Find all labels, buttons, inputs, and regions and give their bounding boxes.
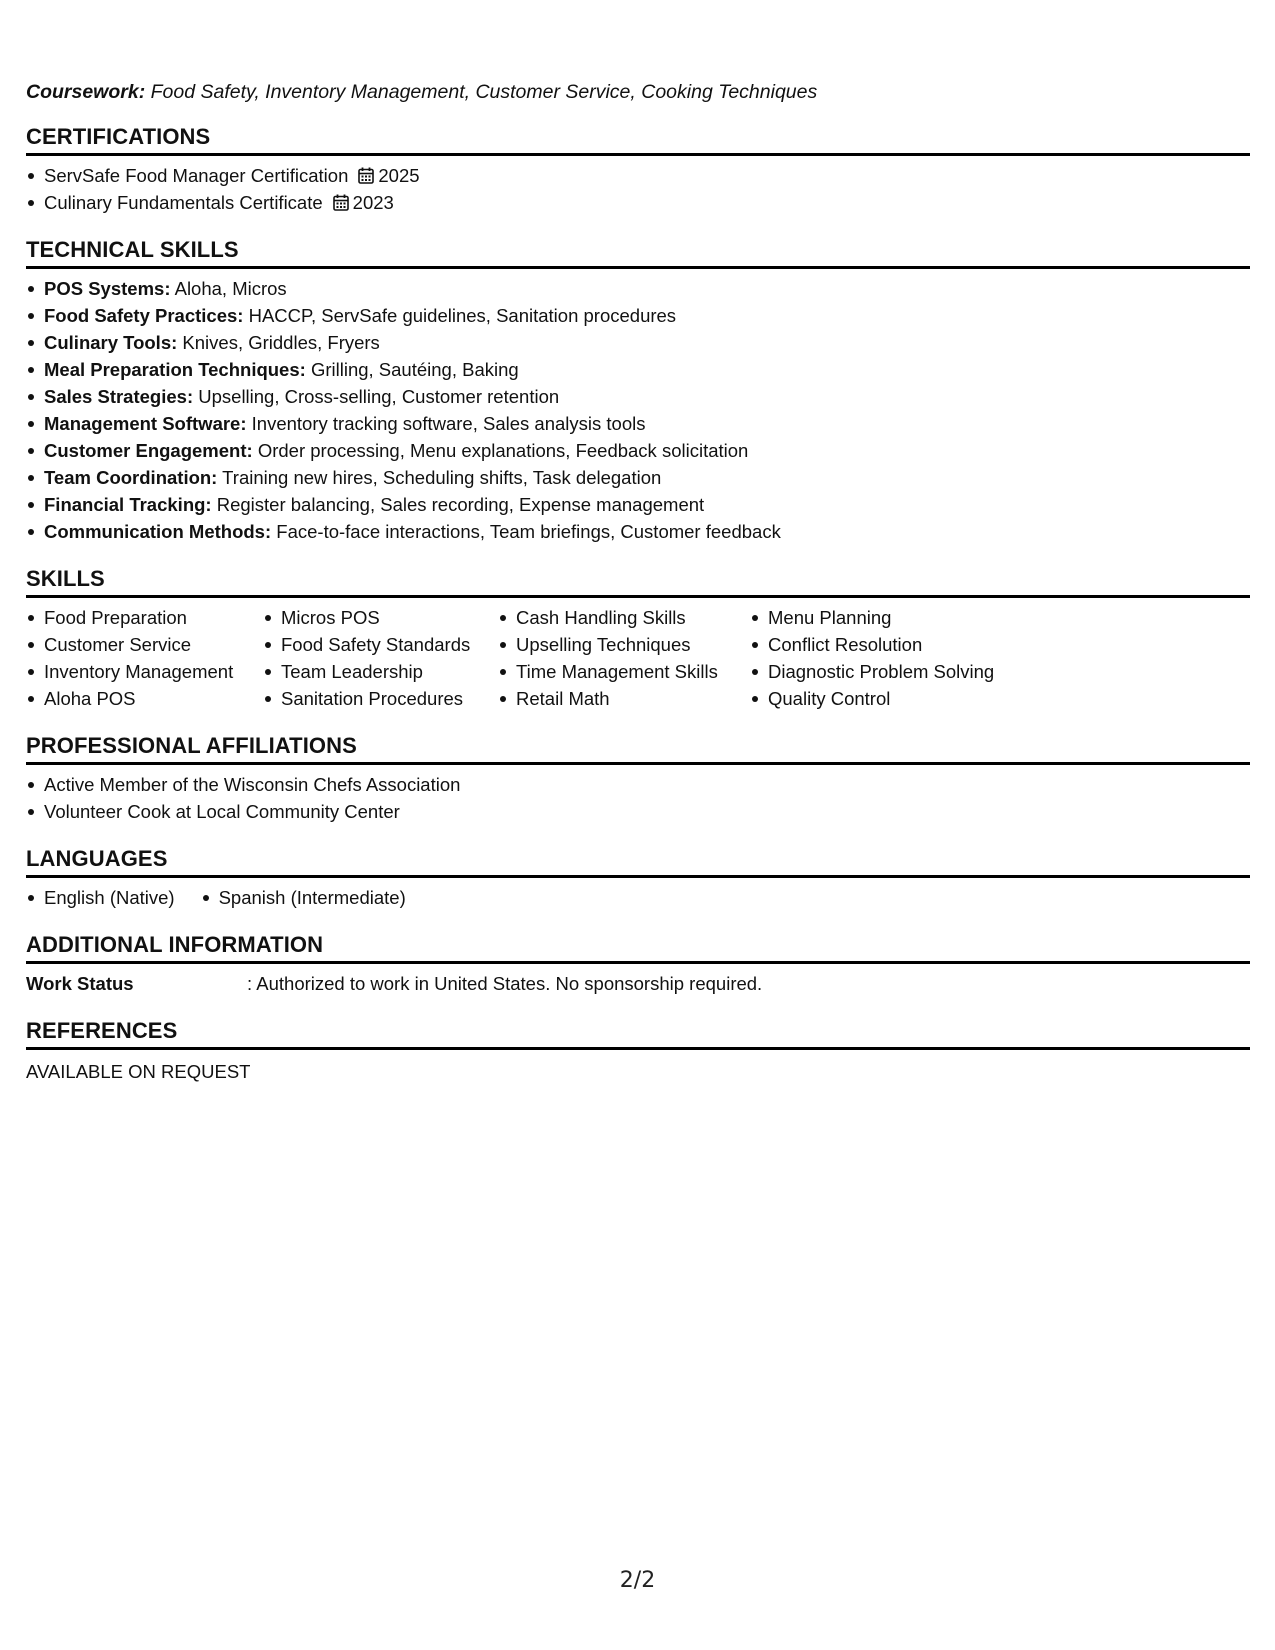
skill-text: Grilling, Sautéing, Baking — [310, 359, 519, 380]
skill-text: Register balancing, Sales recording, Expense management — [216, 494, 705, 515]
list-item: Sanitation Procedures — [263, 685, 498, 712]
certification-year: 2023 — [352, 192, 394, 213]
list-item: Spanish (Intermediate) — [201, 884, 406, 911]
work-status-value: : Authorized to work in United States. No sponsorship required. — [247, 973, 763, 994]
skills-column — [498, 604, 750, 712]
list-item: Cash Handling Skills — [498, 604, 750, 631]
skill-label: Team Coordination: — [44, 467, 218, 488]
list-item: Micros POS — [263, 604, 498, 631]
list-item — [26, 410, 1250, 437]
skill-text: HACCP, ServSafe guidelines, Sanitation procedures — [248, 305, 677, 326]
list-item: Conflict Resolution — [750, 631, 1010, 658]
references-text: AVAILABLE ON REQUEST — [26, 1061, 251, 1082]
skill-label: Food Safety Practices: — [44, 305, 244, 326]
list-item — [26, 518, 1250, 545]
languages-list — [26, 884, 1250, 911]
skill-text: Upselling, Cross-selling, Customer retention — [198, 386, 560, 407]
list-item — [26, 162, 1250, 189]
list-item: Customer Service — [26, 631, 263, 658]
list-item — [26, 464, 1250, 491]
skill-label: POS Systems: — [44, 278, 171, 299]
skill-text: Order processing, Menu explanations, Feedback solicitation — [257, 440, 749, 461]
list-item — [26, 437, 1250, 464]
calendar-icon — [358, 164, 374, 181]
coursework-label: Coursework: — [26, 81, 146, 103]
certifications-list — [26, 162, 1250, 216]
skill-label: Communication Methods: — [44, 521, 272, 542]
skills-column — [26, 604, 263, 712]
additional-info-heading: ADDITIONAL INFORMATION — [26, 931, 1250, 964]
list-item: English (Native) — [26, 884, 175, 911]
list-item: Food Safety Standards — [263, 631, 498, 658]
work-status-label: Work Status — [26, 973, 134, 994]
language-item-wrap — [26, 884, 175, 911]
skill-label: Financial Tracking: — [44, 494, 212, 515]
skill-text: Training new hires, Scheduling shifts, Task delegation — [222, 467, 662, 488]
list-item — [26, 356, 1250, 383]
skills-heading: SKILLS — [26, 565, 1250, 598]
skills-column — [750, 604, 1010, 712]
list-item — [26, 329, 1250, 356]
list-item: Diagnostic Problem Solving — [750, 658, 1010, 685]
list-item — [26, 275, 1250, 302]
list-item: Volunteer Cook at Local Community Center — [26, 798, 1250, 825]
list-item — [26, 383, 1250, 410]
list-item: Quality Control — [750, 685, 1010, 712]
list-item: Inventory Management — [26, 658, 263, 685]
calendar-icon — [333, 191, 349, 208]
list-item: Retail Math — [498, 685, 750, 712]
skill-text: Knives, Griddles, Fryers — [182, 332, 380, 353]
references-heading: REFERENCES — [26, 1017, 1250, 1050]
affiliations-list — [26, 771, 1250, 825]
certification-name: ServSafe Food Manager Certification — [44, 165, 349, 186]
list-item: Team Leadership — [263, 658, 498, 685]
language-item-wrap — [201, 884, 406, 911]
skill-label: Customer Engagement: — [44, 440, 253, 461]
certification-name: Culinary Fundamentals Certificate — [44, 192, 323, 213]
list-item — [26, 189, 1250, 216]
skills-grid — [26, 604, 1250, 712]
list-item: Food Preparation — [26, 604, 263, 631]
list-item: Upselling Techniques — [498, 631, 750, 658]
coursework-text: Food Safety, Inventory Management, Customer Service, Cooking Techniques — [150, 81, 818, 103]
skill-label: Sales Strategies: — [44, 386, 194, 407]
skill-text: Aloha, Micros — [174, 278, 287, 299]
skill-label: Meal Preparation Techniques: — [44, 359, 306, 380]
technical-skills-list — [26, 275, 1250, 545]
affiliations-heading: PROFESSIONAL AFFILIATIONS — [26, 732, 1250, 765]
skill-text: Inventory tracking software, Sales analysis tools — [251, 413, 646, 434]
page-number: 2/2 — [619, 1568, 656, 1593]
list-item: Time Management Skills — [498, 658, 750, 685]
skill-label: Management Software: — [44, 413, 247, 434]
certification-year: 2025 — [378, 165, 420, 186]
skill-text: Face-to-face interactions, Team briefings, Customer feedback — [276, 521, 781, 542]
work-status-row — [26, 970, 1250, 997]
languages-heading: LANGUAGES — [26, 845, 1250, 878]
resume-page — [26, 78, 1250, 1085]
list-item — [26, 491, 1250, 518]
list-item: Menu Planning — [750, 604, 1010, 631]
list-item — [26, 302, 1250, 329]
list-item: Active Member of the Wisconsin Chefs Association — [26, 771, 1250, 798]
certifications-heading: CERTIFICATIONS — [26, 123, 1250, 156]
coursework-line — [26, 78, 1250, 106]
skill-label: Culinary Tools: — [44, 332, 178, 353]
list-item: Aloha POS — [26, 685, 263, 712]
technical-skills-heading: TECHNICAL SKILLS — [26, 236, 1250, 269]
skills-column — [263, 604, 498, 712]
